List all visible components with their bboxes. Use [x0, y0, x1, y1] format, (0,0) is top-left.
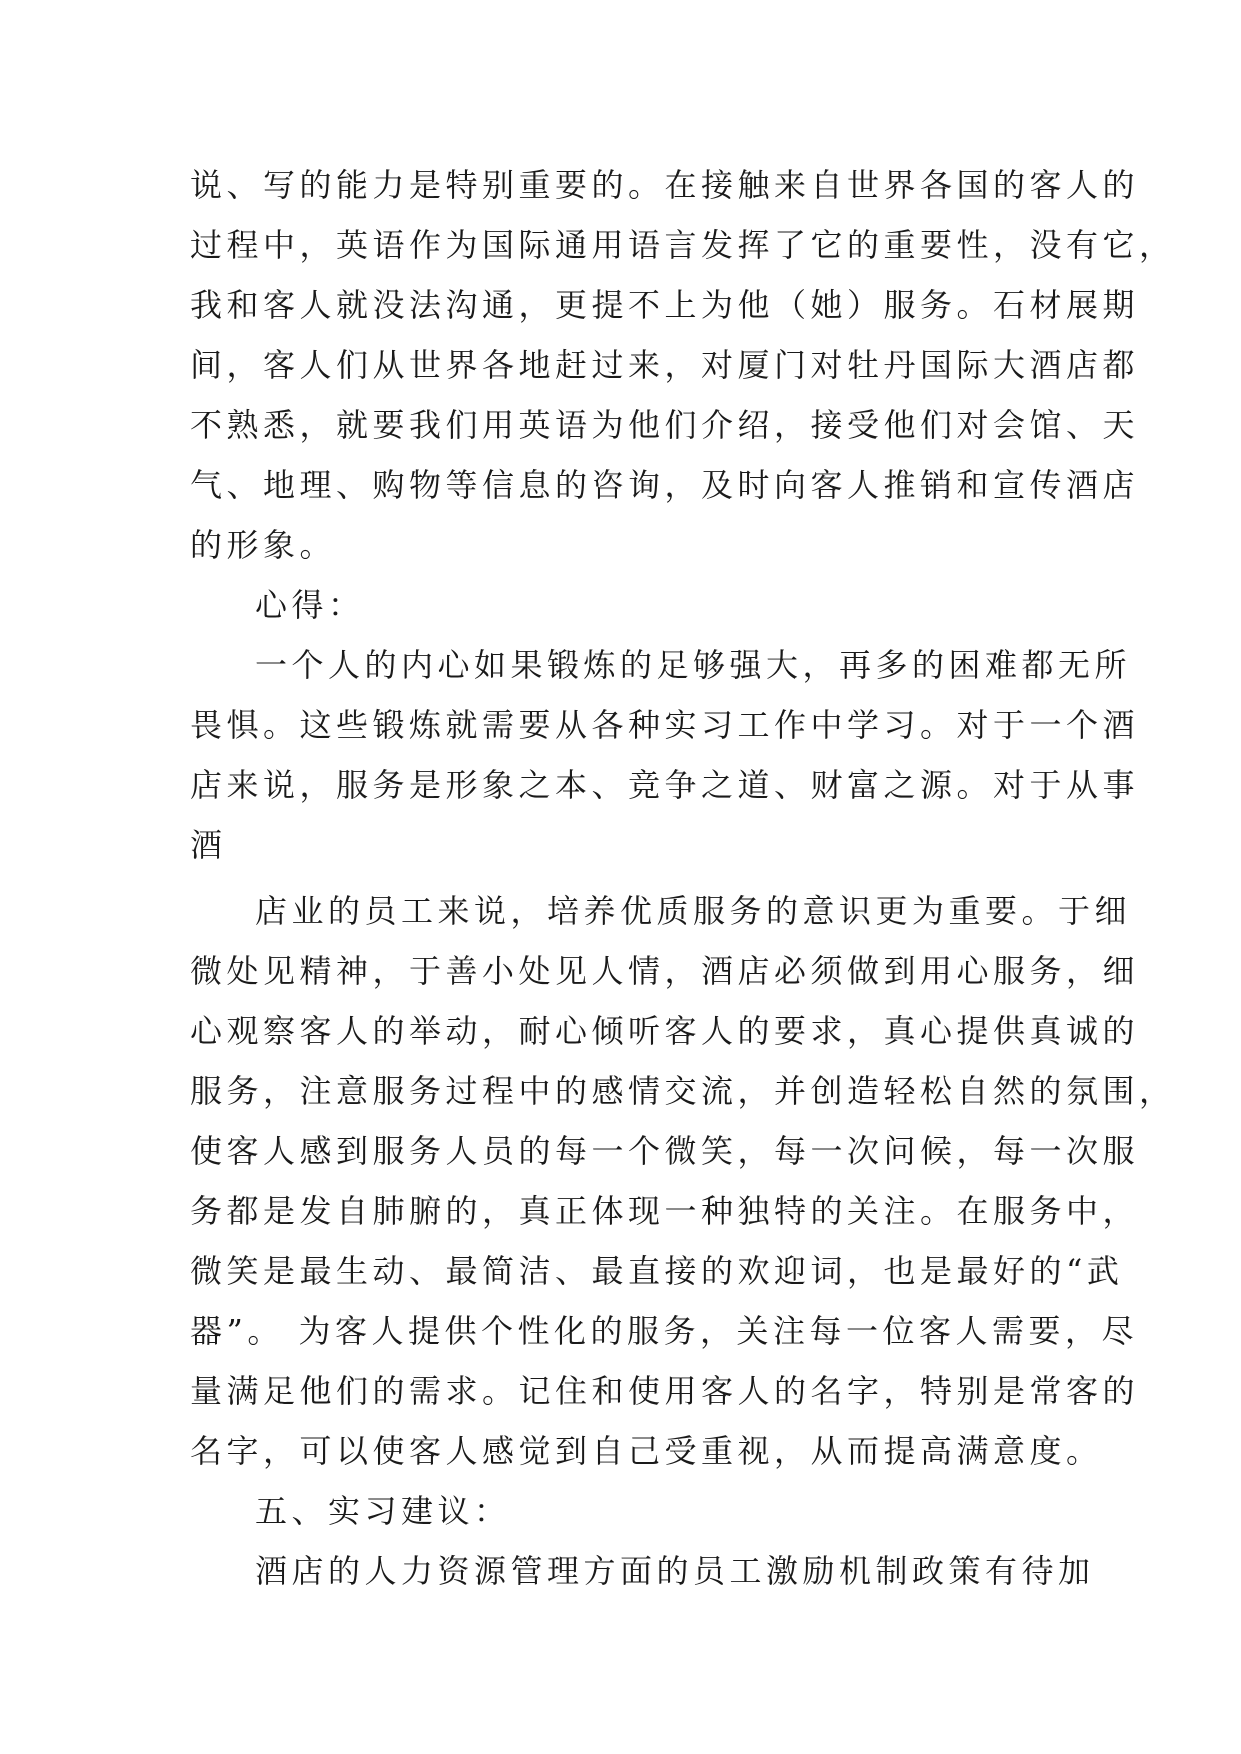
text-line: 不熟悉，就要我们用英语为他们介绍，接受他们对会馆、天	[190, 406, 1140, 444]
text-line: 店业的员工来说，培养优质服务的意识更为重要。于细	[255, 892, 1132, 930]
text-line: 微处见精神，于善小处见人情，酒店必须做到用心服务，细	[190, 952, 1140, 990]
text-line: 酒店的人力资源管理方面的员工激励机制政策有待加	[255, 1552, 1095, 1590]
text-line: 使客人感到服务人员的每一个微笑，每一次问候，每一次服	[190, 1132, 1140, 1170]
text-line: 心观察客人的举动，耐心倾听客人的要求，真心提供真诚的	[190, 1012, 1140, 1050]
text-line: 过程中，英语作为国际通用语言发挥了它的重要性，没有它，	[190, 226, 1176, 264]
text-line: 店来说，服务是形象之本、竞争之道、财富之源。对于从事	[190, 766, 1140, 804]
text-line: 间，客人们从世界各地赶过来，对厦门对牡丹国际大酒店都	[190, 346, 1140, 384]
text-line: 微笑是最生动、最简洁、最直接的欢迎词，也是最好的“武	[190, 1252, 1124, 1290]
text-line: 量满足他们的需求。记住和使用客人的名字，特别是常客的	[190, 1372, 1140, 1410]
text-line: 我和客人就没法沟通，更提不上为他（她）服务。石材展期	[190, 286, 1140, 324]
text-line: 气、地理、购物等信息的咨询，及时向客人推销和宣传酒店	[190, 466, 1140, 504]
text-line: 的形象。	[190, 526, 337, 564]
text-line: 酒	[190, 826, 227, 864]
section-heading: 心得：	[255, 586, 365, 624]
text-line: 一个人的内心如果锻炼的足够强大，再多的困难都无所	[255, 646, 1132, 684]
text-line: 务都是发自肺腑的，真正体现一种独特的关注。在服务中，	[190, 1192, 1140, 1230]
text-line: 器”。 为客人提供个性化的服务，关注每一位客人需要，尽	[190, 1312, 1139, 1350]
section-heading: 五、实习建议：	[255, 1492, 511, 1530]
text-line: 名字，可以使客人感觉到自己受重视，从而提高满意度。	[190, 1432, 1103, 1470]
text-line: 服务，注意服务过程中的感情交流，并创造轻松自然的氛围，	[190, 1072, 1176, 1110]
text-line: 畏惧。这些锻炼就需要从各种实习工作中学习。对于一个酒	[190, 706, 1140, 744]
text-line: 说、写的能力是特别重要的。在接触来自世界各国的客人的	[190, 166, 1140, 204]
body-text	[190, 155, 1176, 1601]
